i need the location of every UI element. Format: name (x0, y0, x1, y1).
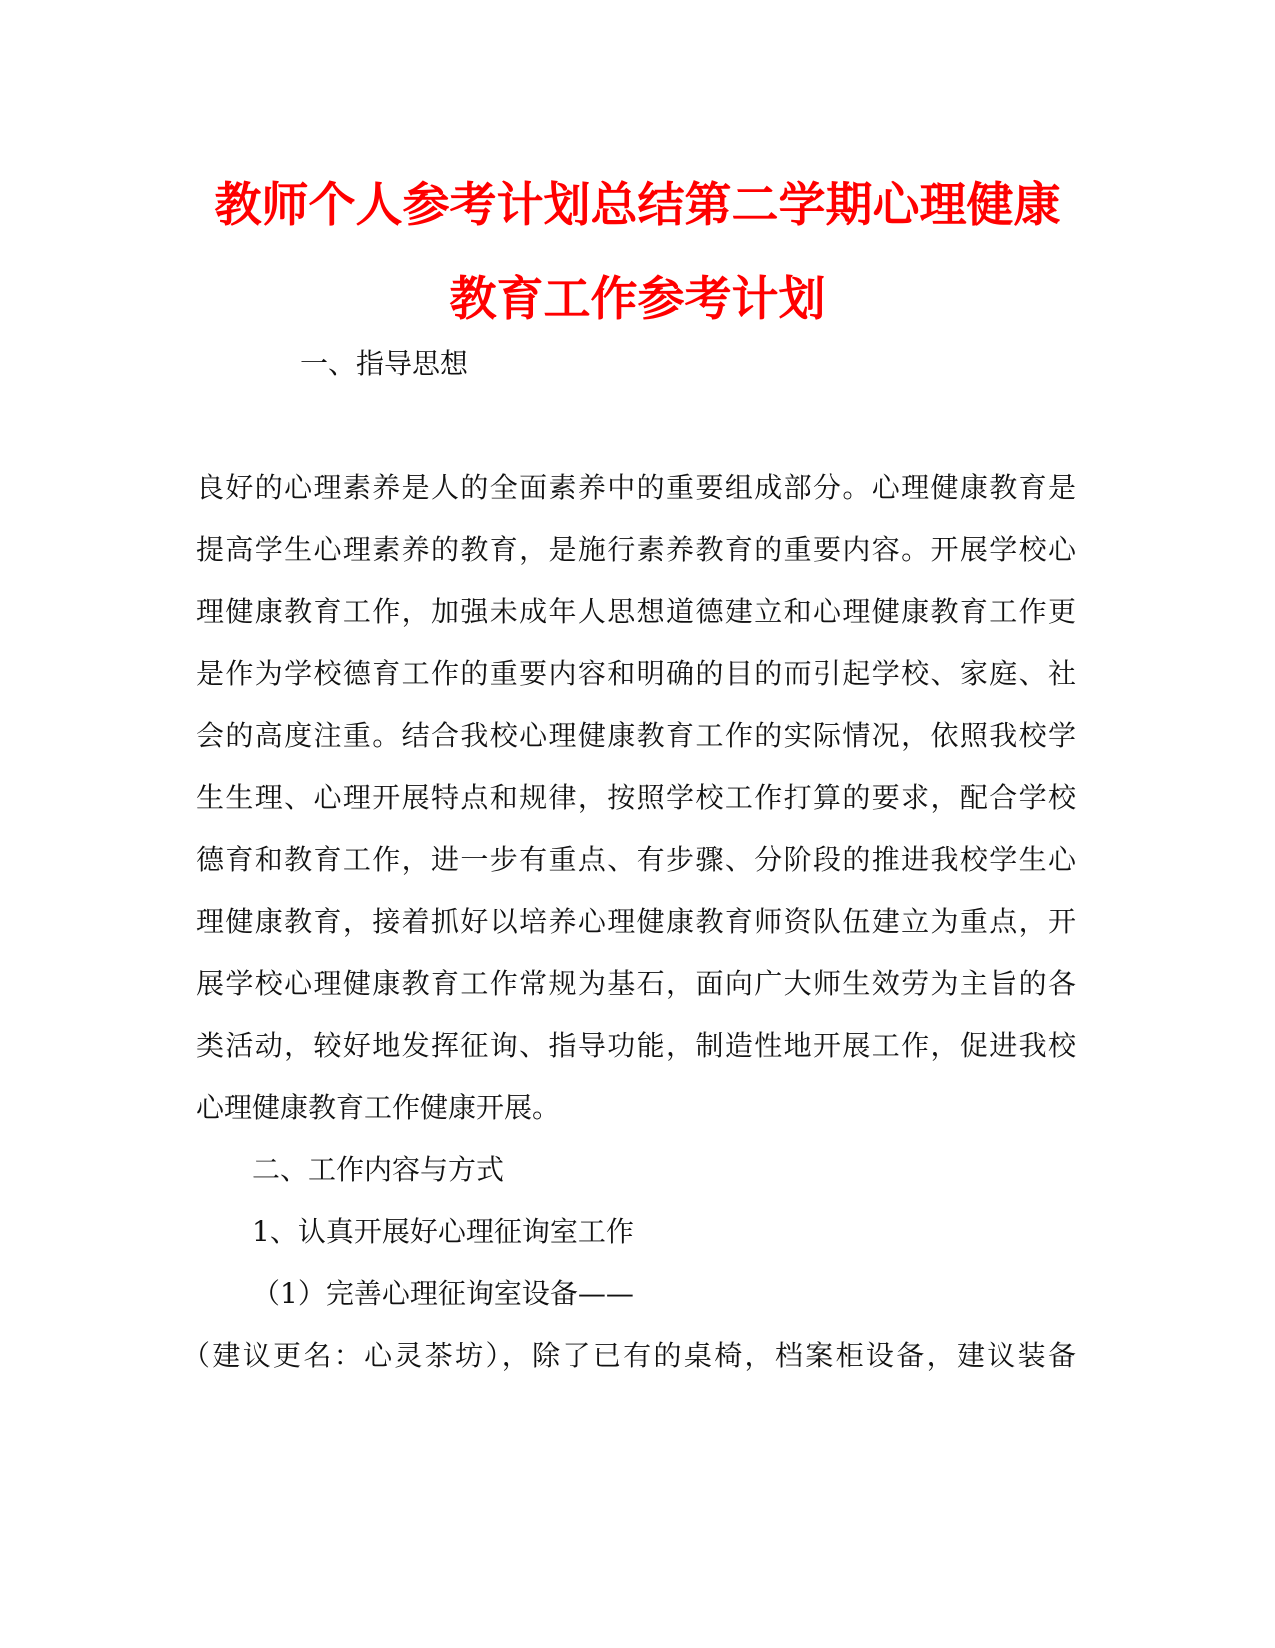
paragraph-1-line: 类活动，较好地发挥征询、指导功能，制造性地开展工作，促进我校 (196, 1029, 1076, 1062)
paragraph-2-line: （建议更名：心灵茶坊），除了已有的桌椅，档案柜设备，建议装备 (182, 1339, 1076, 1372)
paragraph-1-line: 理健康教育工作，加强未成年人思想道德建立和心理健康教育工作更 (196, 595, 1076, 628)
paragraph-1-line: 提高学生心理素养的教育，是施行素养教育的重要内容。开展学校心 (196, 533, 1076, 566)
paragraph-1-line: 心理健康教育工作健康开展。 (196, 1091, 561, 1124)
item-1-heading: 1、认真开展好心理征询室工作 (252, 1215, 634, 1248)
paragraph-1-line: 生生理、心理开展特点和规律，按照学校工作打算的要求，配合学校 (196, 781, 1076, 814)
section-1-heading: 一、指导思想 (300, 347, 469, 380)
paragraph-1-line: 理健康教育，接着抓好以培养心理健康教育师资队伍建立为重点，开 (196, 905, 1076, 938)
paragraph-1-line: 良好的心理素养是人的全面素养中的重要组成部分。心理健康教育是 (196, 471, 1076, 504)
document-title-line-1: 教师个人参考计划总结第二学期心理健康 (214, 178, 1061, 233)
paragraph-1-line: 展学校心理健康教育工作常规为基石，面向广大师生效劳为主旨的各 (196, 967, 1076, 1000)
document-title-line-2: 教育工作参考计划 (449, 272, 826, 327)
paragraph-1-line: 德育和教育工作，进一步有重点、有步骤、分阶段的推进我校学生心 (196, 843, 1076, 876)
section-2-heading: 二、工作内容与方式 (252, 1153, 505, 1186)
paragraph-1-line: 会的高度注重。结合我校心理健康教育工作的实际情况，依照我校学 (196, 719, 1076, 752)
sub-item-1-heading: （1）完善心理征询室设备—— (252, 1277, 634, 1310)
paragraph-1-line: 是作为学校德育工作的重要内容和明确的目的而引起学校、家庭、社 (196, 657, 1076, 690)
